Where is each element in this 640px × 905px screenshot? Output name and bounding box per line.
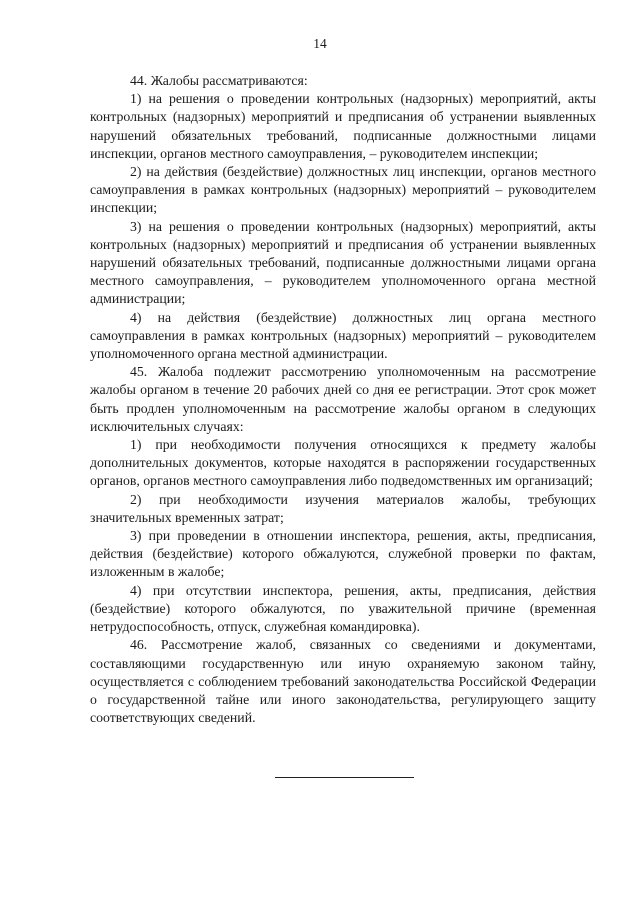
paragraph-44-item-3: 3) на решения о проведении контрольных (надзорных) мероприятий, акты контрольных (надзорных) мероприятий и предписания об устранении выявленных нарушений обязательных требований, подписанные должностными лицами органа местного самоуправления, – руководителем уполномоченного органа местной администрации; (90, 218, 596, 307)
paragraph-44-item-2: 2) на действия (бездействие) должностных лиц инспекции, органов местного самоуправления в рамках контрольных (надзорных) мероприятий – руководителем инспекции; (90, 164, 596, 216)
paragraph-44-item-4: 4) на действия (бездействие) должностных лиц органа местного самоуправления в рамках контрольных (надзорных) мероприятий – руководителем уполномоченного органа местной администрации. (90, 309, 596, 362)
paragraph-46: 46. Рассмотрение жалоб, связанных со сведениями и документами, составляющими государственную или иную охраняемую законом тайну, осуществляется с соблюдением требований законодательства Российской Федерации о государственной тайне или иного законодательства, регулирующего защиту соответствующих сведений. (90, 637, 596, 726)
paragraph-45-item-3: 3) при проведении в отношении инспектора, решения, акты, предписания, действия (бездействие) которого обжалуются, служебной проверки по фактам, изложенным в жалобе; (90, 528, 596, 580)
page-number: 14 (313, 36, 327, 51)
end-of-document-rule (275, 777, 414, 778)
paragraph-45-heading: 45. Жалоба подлежит рассмотрению уполномоченным на рассмотрение жалобы органом в течение 20 рабочих дней со дня ее регистрации. Этот срок может быть продлен уполномоченным на рассмотрение жалобы органом в следующих исключительных случаях: (90, 364, 596, 434)
paragraph-45-item-4: 4) при отсутствии инспектора, решения, акты, предписания, действия (бездействие) которого обжалуются, по уважительной причине (временная нетрудоспособность, отпуск, служебная командировка). (90, 582, 596, 635)
paragraph-45-item-2: 2) при необходимости изучения материалов жалобы, требующих значительных временных затрат; (90, 491, 596, 525)
paragraph-44-heading: 44. Жалобы рассматриваются: (130, 73, 308, 88)
paragraph-44-item-1: 1) на решения о проведении контрольных (надзорных) мероприятий, акты контрольных (надзорных) мероприятий и предписания об устранении выявленных нарушений обязательных требований, подписанные должностными лицами инспекции, органов местного самоуправления, – руководителем инспекции; (90, 91, 596, 161)
paragraph-45-item-1: 1) при необходимости получения относящихся к предмету жалобы дополнительных документов, которые находятся в распоряжении государственных органов, органов местного самоуправления либо подведомственных им организаций; (90, 437, 596, 489)
document-body (90, 72, 596, 727)
